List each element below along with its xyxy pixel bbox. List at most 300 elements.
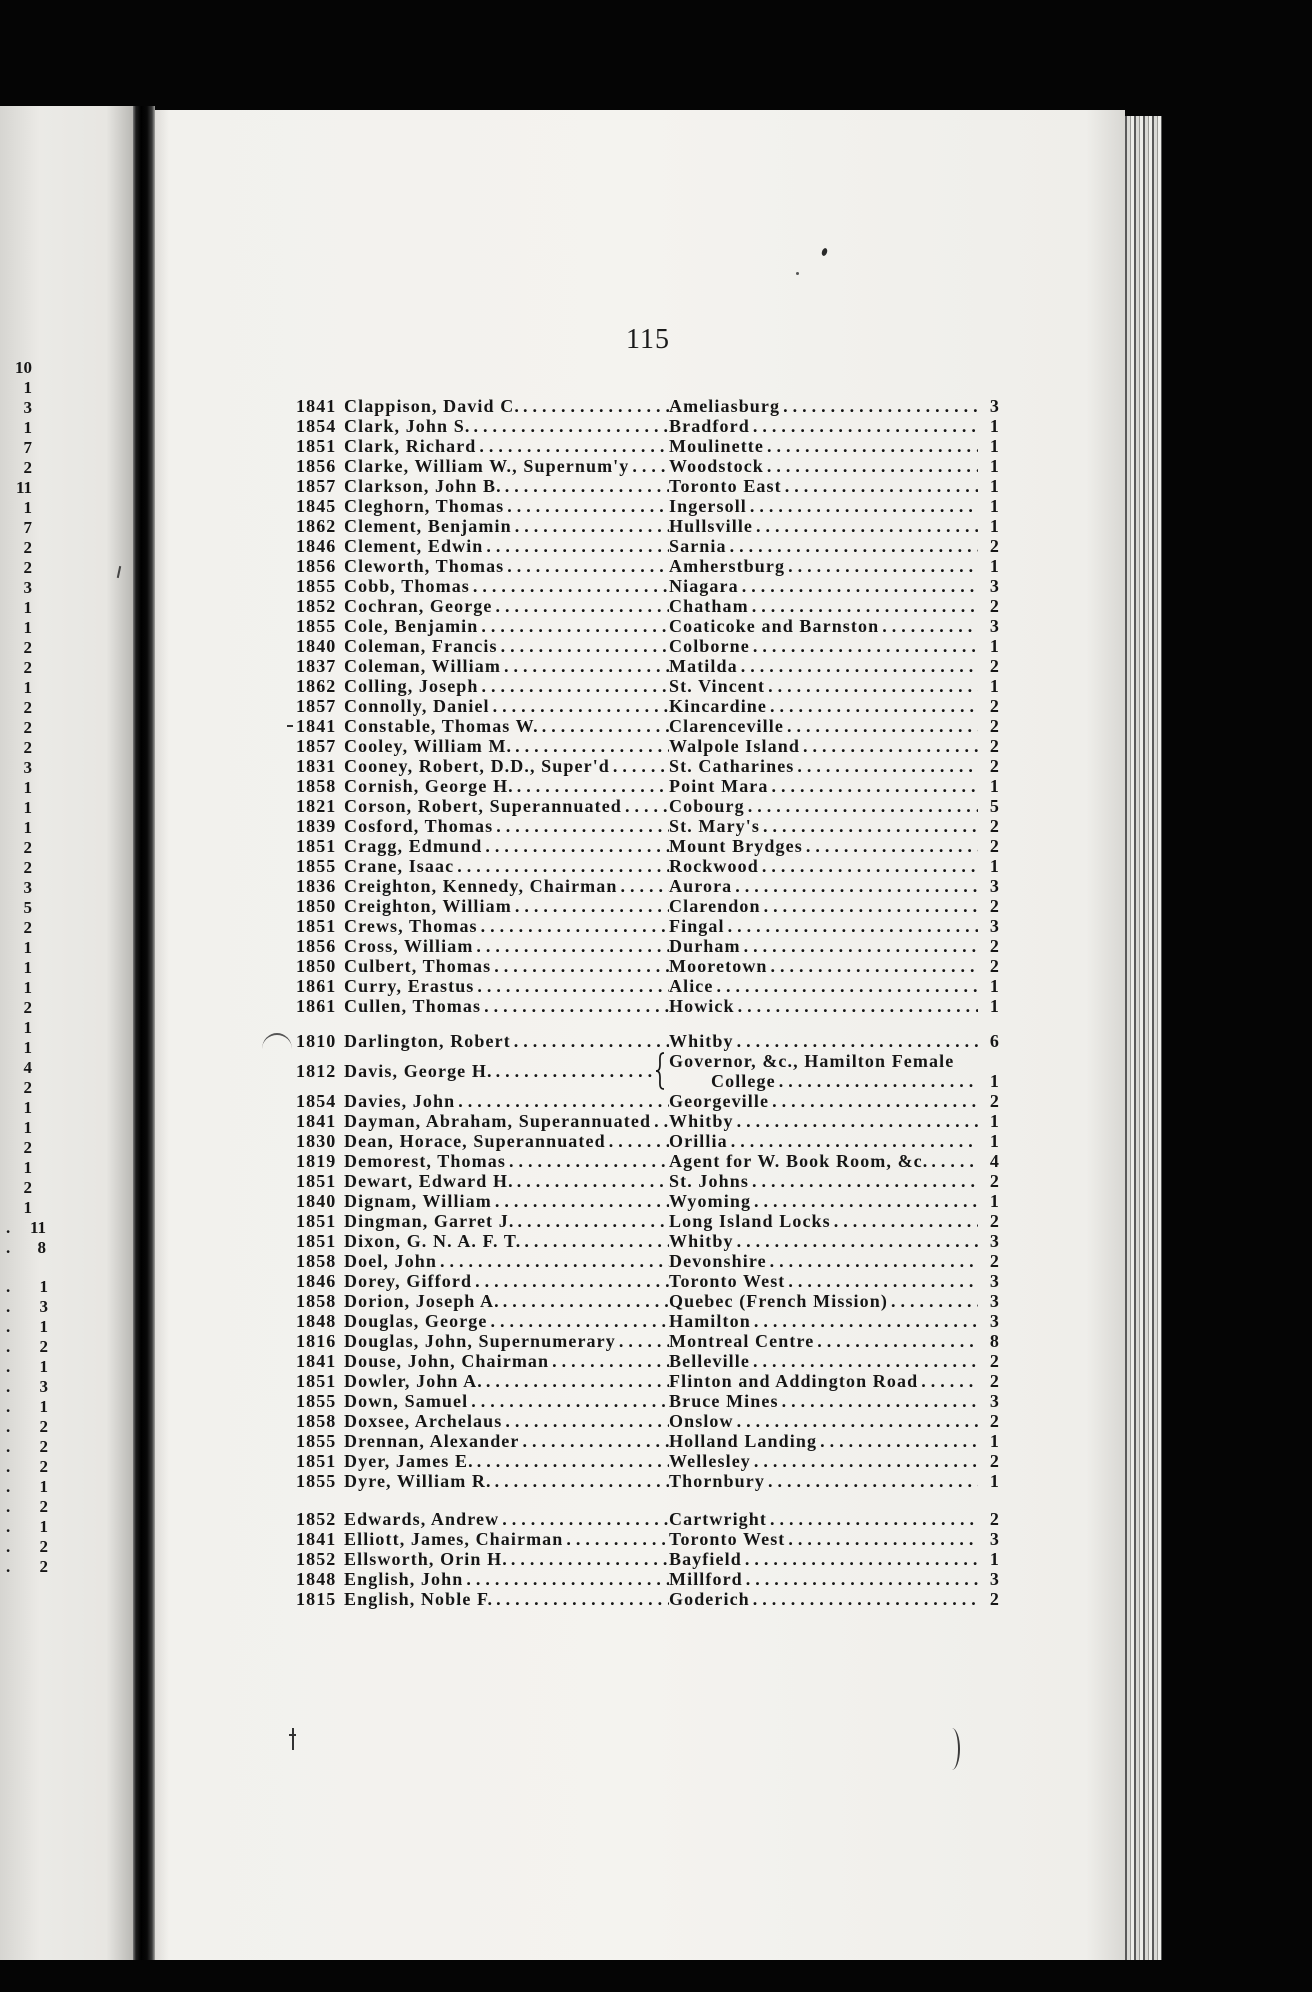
dot-leader [468,1391,669,1411]
entry-count: 1 [989,436,1000,456]
entry-station-cell [669,1091,978,1111]
entry-name: Cooney, Robert, D.D., Super'd [344,756,610,776]
entry-name: Crane, Isaac [344,856,455,876]
entry-year: 1858 [296,1411,337,1431]
entry-row [296,1171,1000,1191]
entry-name: Dixon, G. N. A. F. T. [344,1231,522,1251]
margin-number: 1 [23,1098,32,1117]
dot-leader [879,616,978,636]
entry-name: Coleman, William [344,656,501,676]
entry-name-cell [344,796,669,816]
entry-year: 1841 [296,1529,337,1549]
entry-name: English, Noble F. [344,1589,494,1609]
entry-row [296,656,1000,676]
entry-row [296,1451,1000,1471]
entry-station-cell [669,1391,978,1411]
margin-number: 3 [23,578,32,597]
dot-leader [750,416,978,436]
entry-count: 2 [989,1351,1000,1371]
entry-station-cell [669,576,978,596]
entry-name: Cooley, William M. [344,736,513,756]
dot-leader [498,636,669,656]
entry-row [296,496,1000,516]
entry-year: 1857 [296,696,337,716]
entry-row [296,1051,1000,1091]
entry-year: 1858 [296,776,337,796]
entry-row [296,1391,1000,1411]
dot-leader [739,576,978,596]
margin-number: 2 [23,538,32,557]
entry-count: 2 [989,1251,1000,1271]
margin-number: 2 [23,1178,32,1197]
margin-number: . 3 [0,1377,48,1397]
dot-leader [616,1331,669,1351]
entry-station-cell [669,716,978,736]
entry-station-cell [669,736,978,756]
margin-number: . 2 [0,1337,48,1357]
dot-leader [470,576,669,596]
entry-row [296,896,1000,916]
dot-leader [764,456,978,476]
entry-station: Niagara [669,576,739,596]
entry-name: Clark, Richard [344,436,477,456]
entry-name: Cleworth, Thomas [344,556,505,576]
entry-name: English, John [344,1569,464,1589]
dot-leader [470,416,669,436]
entry-name: Drennan, Alexander [344,1431,520,1451]
dot-leader [493,1061,652,1081]
entry-station: Whitby [669,1031,734,1051]
entry-station-cell [669,676,978,696]
entry-year: 1846 [296,1271,337,1291]
entry-year: 1845 [296,496,337,516]
entry-station-cell [669,456,978,476]
entry-name-cell [344,1431,669,1451]
entry-name-cell [344,1231,669,1251]
dot-leader [817,1431,978,1451]
dot-leader [478,616,669,636]
entry-name: Dowler, John A. [344,1371,483,1391]
entry-name-cell [344,756,669,776]
page-number: 115 [626,324,670,355]
margin-number: 11 [15,478,32,497]
entry-row [296,616,1000,636]
margin-number: 2 [23,1078,32,1097]
entry-name-cell [344,516,669,536]
scan-border-bottom [0,1960,1312,1992]
dot-leader [474,976,669,996]
dot-leader [512,896,669,916]
dot-leader [501,656,669,676]
entry-station-cell [669,856,978,876]
entry-row [296,596,1000,616]
entry-name: Dingman, Garret J. [344,1211,515,1231]
entry-station: Belleville [669,1351,750,1371]
entry-name: Corson, Robert, Superannuated [344,796,622,816]
dot-leader [776,1071,978,1091]
entry-row [296,1091,1000,1111]
entry-name: Connolly, Daniel [344,696,490,716]
entry-year: 1836 [296,876,337,896]
entry-station-cell [669,876,978,896]
entry-name: Dorey, Gifford [344,1271,473,1291]
station-line [669,1051,978,1071]
dot-leader [481,996,669,1016]
entry-count: 3 [989,1569,1000,1589]
entry-station-cell [669,1211,978,1231]
entry-name: Cole, Benjamin [344,616,479,636]
entry-row [296,1131,1000,1151]
margin-number: 2 [23,718,32,737]
entry-count: 2 [989,1451,1000,1471]
entry-station-cell [669,1271,978,1291]
entry-row [296,736,1000,756]
margin-number: . 3 [0,1297,48,1317]
entry-station-cell [669,1351,978,1371]
margin-number: 3 [23,398,32,417]
entry-station: St. Mary's [669,816,760,836]
entry-row [296,916,1000,936]
entry-name-cell [344,456,669,476]
entry-count: 2 [989,956,1000,976]
dot-leader [734,1231,978,1251]
entry-year: 1851 [296,1211,337,1231]
entry-year: 1830 [296,1131,337,1151]
entry-name: Clappison, David C. [344,396,520,416]
entry-name: Creighton, Kennedy, Chairman [344,876,618,896]
entry-station-cell [669,396,978,416]
entry-station: Whitby [669,1231,734,1251]
margin-number: 1 [23,1018,32,1037]
entry-row [296,476,1000,496]
entry-station-cell [669,1371,978,1391]
dot-leader [768,776,978,796]
entry-station: St. Johns [669,1171,749,1191]
dot-leader [437,1251,669,1271]
dot-leader [504,556,669,576]
entry-count: 2 [989,656,1000,676]
entry-count: 3 [989,1311,1000,1331]
entry-name-cell [344,696,669,716]
entry-name: Edwards, Andrew [344,1509,500,1529]
entry-year: 1858 [296,1291,337,1311]
entry-row [296,776,1000,796]
margin-number: 2 [23,558,32,577]
entry-year: 1851 [296,1371,337,1391]
dot-leader [504,496,669,516]
entry-station: Woodstock [669,456,764,476]
brace [654,1052,666,1090]
entry-count: 3 [989,1391,1000,1411]
entry-name-cell [344,616,669,636]
entry-count: 3 [989,1291,1000,1311]
entry-station-cell [669,1311,978,1331]
margin-number: 2 [23,658,32,677]
margin-number: 2 [23,458,32,477]
entry-year: 1851 [296,1231,337,1251]
dot-leader [629,456,669,476]
entry-count: 1 [989,1549,1000,1569]
entry-name: Curry, Erastus [344,976,475,996]
entry-name-cell [344,1509,669,1529]
entry-year: 1850 [296,956,337,976]
dot-leader [539,716,669,736]
entry-count: 2 [989,1509,1000,1529]
entry-row [296,956,1000,976]
margin-number: 1 [23,1118,32,1137]
entry-year: 1816 [296,1331,337,1351]
entry-row [296,836,1000,856]
entry-station-cell [669,896,978,916]
margin-number: . 1 [0,1317,48,1337]
margin-number: 1 [23,598,32,617]
margin-number: . 2 [0,1417,48,1437]
margin-number: 1 [23,978,32,997]
entry-station-cell [669,496,978,516]
entry-station: Clarendon [669,896,761,916]
entry-station-cell [669,436,978,456]
entry-station: Cartwright [669,1509,767,1529]
entry-station-cell [669,616,978,636]
entry-name-cell [344,1471,669,1491]
entry-station: Aurora [669,876,733,896]
entry-station-cell [669,1131,978,1151]
entry-row [296,1549,1000,1569]
dot-leader [502,1411,669,1431]
entry-name-cell [344,1451,669,1471]
scan-border-top [0,0,1312,106]
margin-number: 10 [15,358,32,377]
dot-leader [767,1251,978,1271]
entry-name: Clarkson, John B. [344,476,502,496]
entry-name: Douglas, John, Supernumerary [344,1331,616,1351]
margin-number: 2 [23,698,32,717]
dot-leader [512,516,669,536]
dot-leader [765,676,978,696]
entry-row [296,1251,1000,1271]
entry-section [296,1031,1000,1491]
margin-number: . 1 [0,1397,48,1417]
entry-station: Wyoming [669,1191,752,1211]
entry-name: Colling, Joseph [344,676,479,696]
dot-leader [606,1131,669,1151]
entry-count: 1 [989,856,1000,876]
margin-number: 1 [23,938,32,957]
entry-year: 1846 [296,536,337,556]
entry-count: 1 [989,1471,1000,1491]
dot-leader [768,956,978,976]
entry-year: 1852 [296,1549,337,1569]
entry-section [296,1509,1000,1609]
entry-name: Douse, John, Chairman [344,1351,550,1371]
dot-leader [713,976,978,996]
entry-row [296,1211,1000,1231]
dot-leader [794,756,978,776]
dot-leader [651,1111,669,1131]
entry-year: 1861 [296,976,337,996]
entry-row [296,396,1000,416]
entry-station: Whitby [669,1111,734,1131]
entry-year: 1841 [296,716,337,736]
entry-name-cell [344,1151,669,1171]
entry-name-cell [344,1549,669,1569]
entry-station-cell [669,996,978,1016]
dot-leader [500,1291,669,1311]
entry-count: 3 [989,916,1000,936]
entry-count: 1 [989,1131,1000,1151]
dot-leader [463,1569,669,1589]
entry-station: Toronto West [669,1271,786,1291]
entry-name-cell [344,1111,669,1131]
entry-year: 1841 [296,396,337,416]
entry-row [296,1569,1000,1589]
entry-name: Dean, Horace, Superannuated [344,1131,606,1151]
margin-number: 2 [23,1138,32,1157]
entry-station-cell [669,1251,978,1271]
entry-name: Clarke, William W., Supernum'y [344,456,630,476]
entry-station: Chatham [669,596,749,616]
entry-count: 1 [989,636,1000,656]
entry-year: 1839 [296,816,337,836]
dot-leader [734,1031,978,1051]
dot-leader [727,536,978,556]
dot-leader [785,1529,978,1549]
dot-leader [888,1291,978,1311]
entry-station-cell [669,476,978,496]
entry-name-cell [344,1271,669,1291]
dot-leader [502,476,669,496]
entry-station-cell [669,1529,978,1549]
entry-name: Dyre, William R. [344,1471,492,1491]
entry-name-cell [344,1051,669,1091]
margin-number: 1 [23,818,32,837]
page-edges-right [1125,116,1162,1960]
margin-number: . 2 [0,1457,48,1477]
entry-name-cell [344,976,669,996]
dot-leader [749,1171,978,1191]
margin-number: 7 [23,438,32,457]
margin-number: . 2 [0,1557,48,1577]
margin-number: 2 [23,998,32,1017]
dot-leader [831,1211,978,1231]
entry-name-cell [344,476,669,496]
entry-year: 1855 [296,1431,337,1451]
previous-page-margin-numbers [0,1277,60,1577]
entry-count: 1 [989,496,1000,516]
dot-leader [514,776,669,796]
margin-number: 1 [23,678,32,697]
entry-station-cell [669,1291,978,1311]
entry-year: 1857 [296,476,337,496]
entry-year: 1856 [296,456,337,476]
entry-count: 2 [989,896,1000,916]
entry-row [296,976,1000,996]
entry-station-cell [669,1411,978,1431]
entry-row [296,1509,1000,1529]
entry-station-cell [669,656,978,676]
entry-year: 1821 [296,796,337,816]
margin-number: 1 [23,618,32,637]
dot-leader [514,1211,669,1231]
entry-name: Dewart, Edward H. [344,1171,514,1191]
entry-name: Doel, John [344,1251,438,1271]
dot-leader [520,396,669,416]
dot-leader [492,1471,669,1491]
entry-year: 1852 [296,1509,337,1529]
entry-count: 3 [989,616,1000,636]
dot-leader [474,1451,669,1471]
entry-name-cell [344,1131,669,1151]
entry-year: 1840 [296,636,337,656]
dot-leader [784,716,978,736]
dot-leader [742,1549,978,1569]
dot-leader [728,1131,978,1151]
entry-count: 3 [989,1231,1000,1251]
dot-leader [738,656,978,676]
entry-name-cell [344,1311,669,1331]
margin-number: 3 [23,758,32,777]
dot-leader [928,1151,978,1171]
entry-name-cell [344,576,669,596]
entry-name-cell [344,936,669,956]
entry-year: 1856 [296,936,337,956]
entry-station: Mooretown [669,956,768,976]
entry-row [296,1311,1000,1331]
margin-number: . 1 [0,1477,48,1497]
entry-station-cell [669,756,978,776]
margin-number: . 1 [0,1517,48,1537]
dot-leader [803,836,978,856]
entry-count: 1 [989,1191,1000,1211]
dot-leader [454,856,669,876]
entry-station: Ingersoll [669,496,747,516]
margin-number: . 1 [0,1357,48,1377]
margin-number: . 2 [0,1537,48,1557]
entry-year: 1810 [296,1031,337,1051]
entry-count: 5 [989,796,1000,816]
margin-number: 1 [23,1038,32,1057]
entry-name: Coleman, Francis [344,636,498,656]
dot-leader [492,1191,669,1211]
margin-number: 1 [23,1158,32,1177]
dot-leader [622,796,669,816]
entry-station: Ameliasburg [669,396,781,416]
entry-name: Demorest, Thomas [344,1151,506,1171]
entry-name: Cochran, George [344,596,493,616]
entry-station-cell [669,1431,978,1451]
dot-leader [521,1231,669,1251]
entry-station-cell [669,1549,978,1569]
entry-name: Clement, Benjamin [344,516,512,536]
dot-leader [482,836,669,856]
dot-leader [785,556,978,576]
dot-leader [487,1311,669,1331]
entry-count: 1 [989,1071,1000,1091]
margin-number: . 11 [0,1218,46,1238]
margin-number: 2 [23,858,32,877]
entry-name: Crews, Thomas [344,916,478,936]
entry-year: 1855 [296,856,337,876]
entry-station: Fingal [669,916,725,936]
entry-name: Davies, John [344,1091,456,1111]
entry-row [296,1031,1000,1051]
entry-year: 1855 [296,1391,337,1411]
entry-year: 1862 [296,676,337,696]
entry-count: 3 [989,1529,1000,1549]
entry-station-cell [669,1569,978,1589]
entry-station: Toronto West [669,1529,786,1549]
entry-year: 1851 [296,836,337,856]
